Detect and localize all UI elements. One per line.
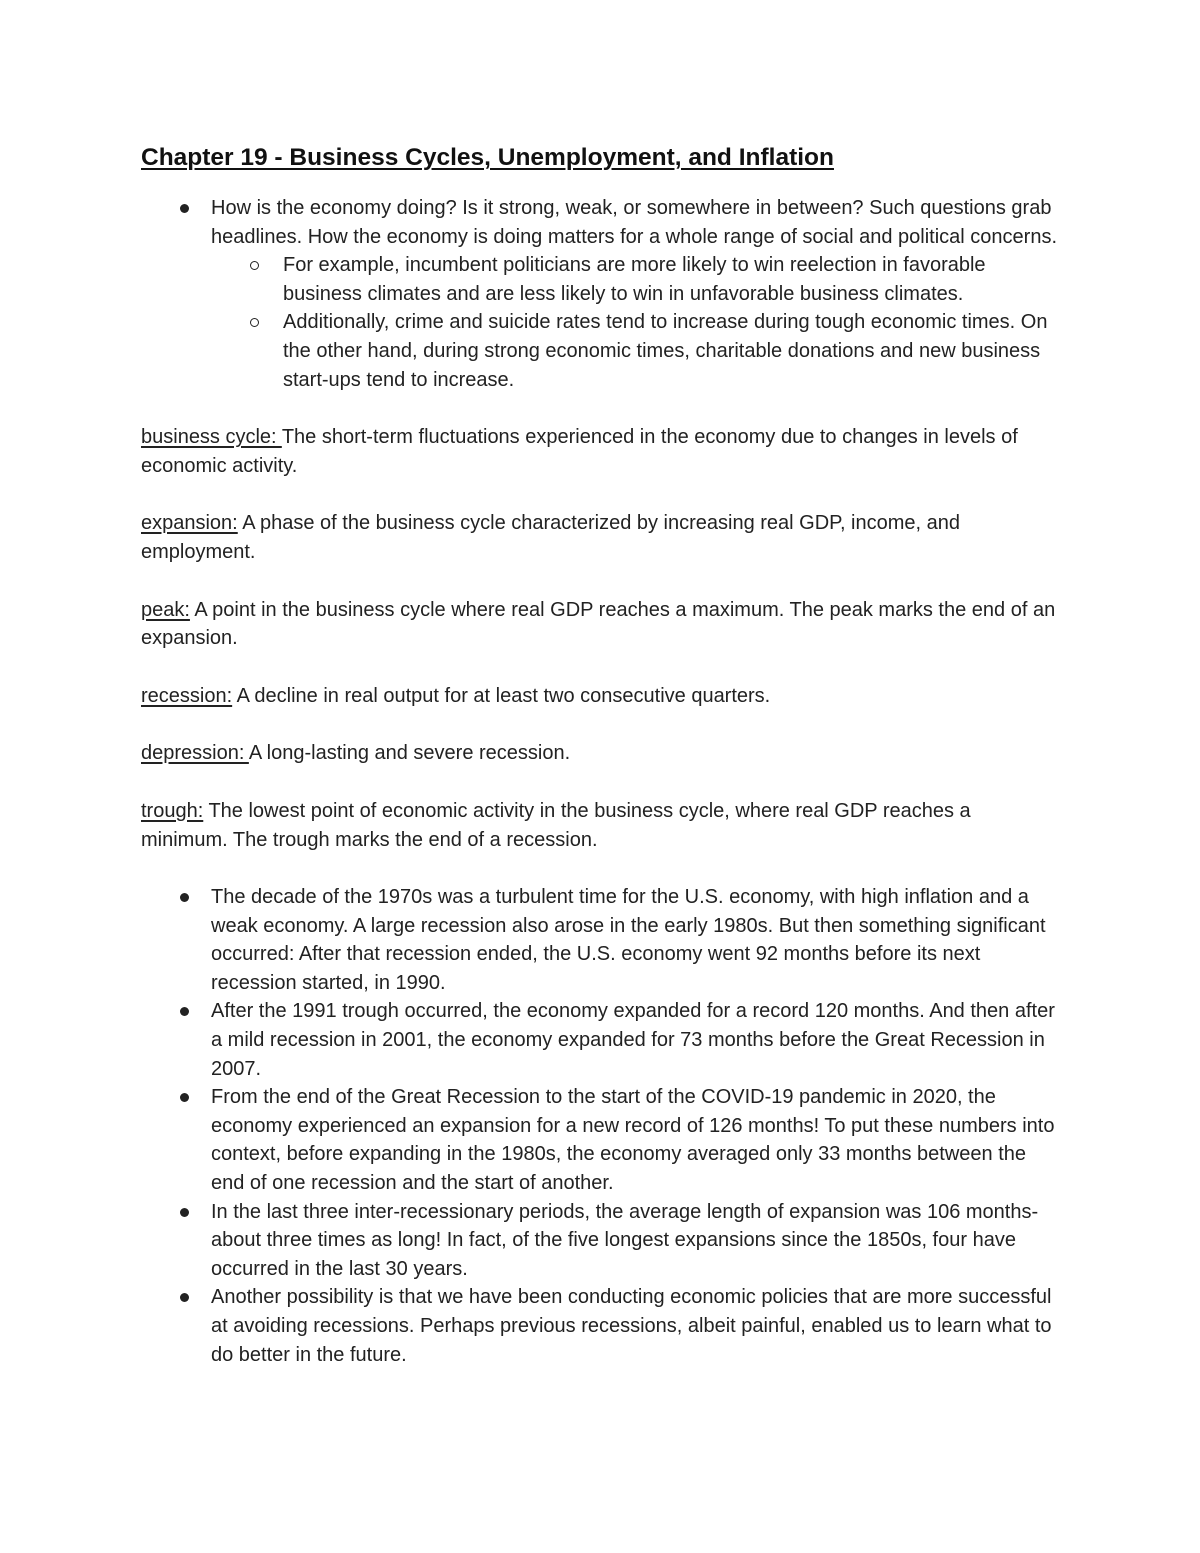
- definition-recession: [141, 682, 1060, 711]
- sub-list-item: For example, incumbent politicians are more likely to win reelection in favorable business climates and are less likely to win in unfavorable business climates.: [211, 251, 1060, 308]
- term: business cycle:: [141, 426, 282, 449]
- definition-depression: [141, 739, 1060, 768]
- term: expansion:: [141, 512, 238, 535]
- definition-text: A phase of the business cycle characterized by increasing real GDP, income, and employment.: [141, 512, 961, 563]
- definition-expansion: [141, 509, 1060, 566]
- list-item: [141, 194, 1060, 394]
- term: recession:: [141, 684, 233, 707]
- definition-text: A point in the business cycle where real GDP reaches a maximum. The peak marks the end of an expansion.: [141, 598, 1056, 650]
- page-title: Chapter 19 - Business Cycles, Unemployment, and Inflation: [141, 144, 834, 171]
- term: peak:: [141, 598, 190, 621]
- sub-list-item: Additionally, crime and suicide rates tend to increase during tough economic times. On the other hand, during strong economic times, charitable donations and new business start-ups tend to increase.: [211, 308, 1060, 394]
- list-item: Another possibility is that we have been conducting economic policies that are more successful at avoiding recessions. Perhaps previous recessions, albeit painful, enabled us to learn what to do better in the future.: [141, 1283, 1060, 1369]
- term: trough:: [141, 799, 204, 822]
- list-item: In the last three inter-recessionary periods, the average length of expansion was 106 months-about three times as long! In fact, of the five longest expansions since the 1850s, four have occurred in the last 30 years.: [141, 1198, 1060, 1284]
- history-list: [141, 883, 1060, 1369]
- definition-text: A long-lasting and severe recession.: [248, 742, 571, 765]
- definition-text: The short-term fluctuations experienced in the economy due to changes in levels of economic activity.: [141, 426, 1018, 477]
- intro-text: How is the economy doing? Is it strong, weak, or somewhere in between? Such questions grab headlines. How the economy is doing matters for a whole range of social and political concerns.: [211, 197, 1058, 248]
- sub-list: [211, 251, 1060, 394]
- definition-trough: [141, 797, 1060, 854]
- definition-text: The lowest point of economic activity in the business cycle, where real GDP reaches a minimum. The trough marks the end of a recession.: [141, 799, 971, 851]
- definition-peak: [141, 596, 1060, 653]
- term: depression:: [141, 742, 249, 765]
- definition-text: A decline in real output for at least two consecutive quarters.: [232, 684, 771, 707]
- intro-list: [141, 194, 1060, 394]
- list-item: From the end of the Great Recession to the start of the COVID-19 pandemic in 2020, the economy experienced an expansion for a new record of 126 months! To put these numbers into context, before expanding in the 1980s, the economy averaged only 33 months between the end of one recession and the start of another.: [141, 1083, 1060, 1197]
- definition-business-cycle: [141, 423, 1060, 480]
- list-item: After the 1991 trough occurred, the economy expanded for a record 120 months. And then after a mild recession in 2001, the economy expanded for 73 months before the Great Recession in 2007.: [141, 997, 1060, 1083]
- list-item: The decade of the 1970s was a turbulent time for the U.S. economy, with high inflation and a weak economy. A large recession also arose in the early 1980s. But then something significant occurred: After that recession ended, the U.S. economy went 92 months before its next recession started, in 1990.: [141, 883, 1060, 997]
